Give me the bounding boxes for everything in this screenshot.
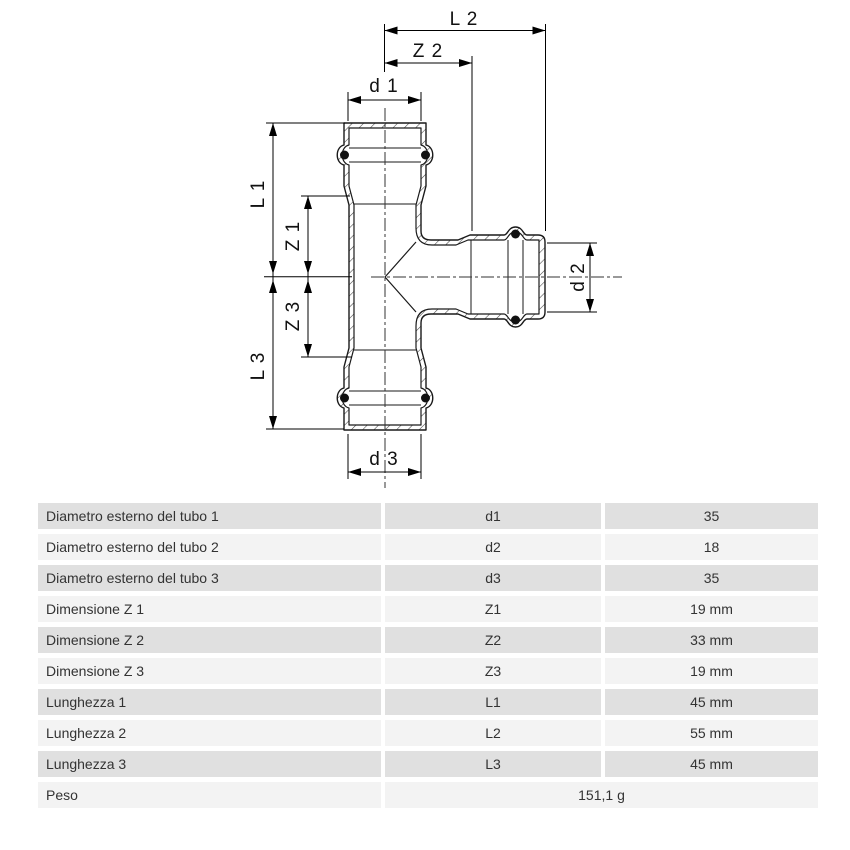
dimension-label-d3: d 3	[369, 449, 399, 470]
spec-symbol: Z3	[385, 658, 601, 684]
spec-symbol: L2	[385, 720, 601, 746]
spec-symbol: Z2	[385, 627, 601, 653]
dimension-label-z1: Z 1	[283, 220, 304, 252]
table-row	[38, 503, 818, 529]
spec-value: 35	[605, 503, 818, 529]
spec-description: Lunghezza 3	[38, 751, 381, 777]
spec-symbol: d3	[385, 565, 601, 591]
table-row	[38, 720, 818, 746]
spec-description: Diametro esterno del tubo 3	[38, 565, 381, 591]
dimension-label-z2: Z 2	[412, 41, 444, 62]
spec-value: 151,1 g	[385, 782, 818, 808]
table-row-weight	[38, 782, 818, 808]
spec-value: 18	[605, 534, 818, 560]
dimension-label-l2: L 2	[449, 9, 479, 30]
table-row	[38, 658, 818, 684]
spec-symbol: L3	[385, 751, 601, 777]
spec-value: 35	[605, 565, 818, 591]
spec-description: Lunghezza 1	[38, 689, 381, 715]
specification-table	[38, 503, 818, 808]
spec-value: 45 mm	[605, 751, 818, 777]
spec-description: Lunghezza 2	[38, 720, 381, 746]
spec-symbol: d2	[385, 534, 601, 560]
spec-description: Dimensione Z 3	[38, 658, 381, 684]
dimension-label-l1: L 1	[248, 179, 269, 209]
fitting-body	[337, 108, 622, 488]
spec-value: 33 mm	[605, 627, 818, 653]
spec-value: 19 mm	[605, 658, 818, 684]
spec-description: Diametro esterno del tubo 1	[38, 503, 381, 529]
spec-description: Peso	[38, 782, 381, 808]
spec-description: Diametro esterno del tubo 2	[38, 534, 381, 560]
spec-value: 19 mm	[605, 596, 818, 622]
centerlines	[371, 108, 622, 488]
table-row	[38, 627, 818, 653]
spec-description: Dimensione Z 2	[38, 627, 381, 653]
dimension-label-d2: d 2	[568, 262, 589, 292]
table-row	[38, 534, 818, 560]
table-row	[38, 689, 818, 715]
table-row	[38, 596, 818, 622]
table-row	[38, 565, 818, 591]
extension-lines	[264, 24, 597, 479]
spec-symbol: d1	[385, 503, 601, 529]
table-row	[38, 751, 818, 777]
spec-value: 55 mm	[605, 720, 818, 746]
dimension-label-d1: d 1	[369, 76, 399, 97]
spec-symbol: Z1	[385, 596, 601, 622]
spec-value: 45 mm	[605, 689, 818, 715]
spec-description: Dimensione Z 1	[38, 596, 381, 622]
dimension-label-z3: Z 3	[283, 300, 304, 332]
spec-symbol: L1	[385, 689, 601, 715]
dimension-label-l3: L 3	[248, 351, 269, 381]
